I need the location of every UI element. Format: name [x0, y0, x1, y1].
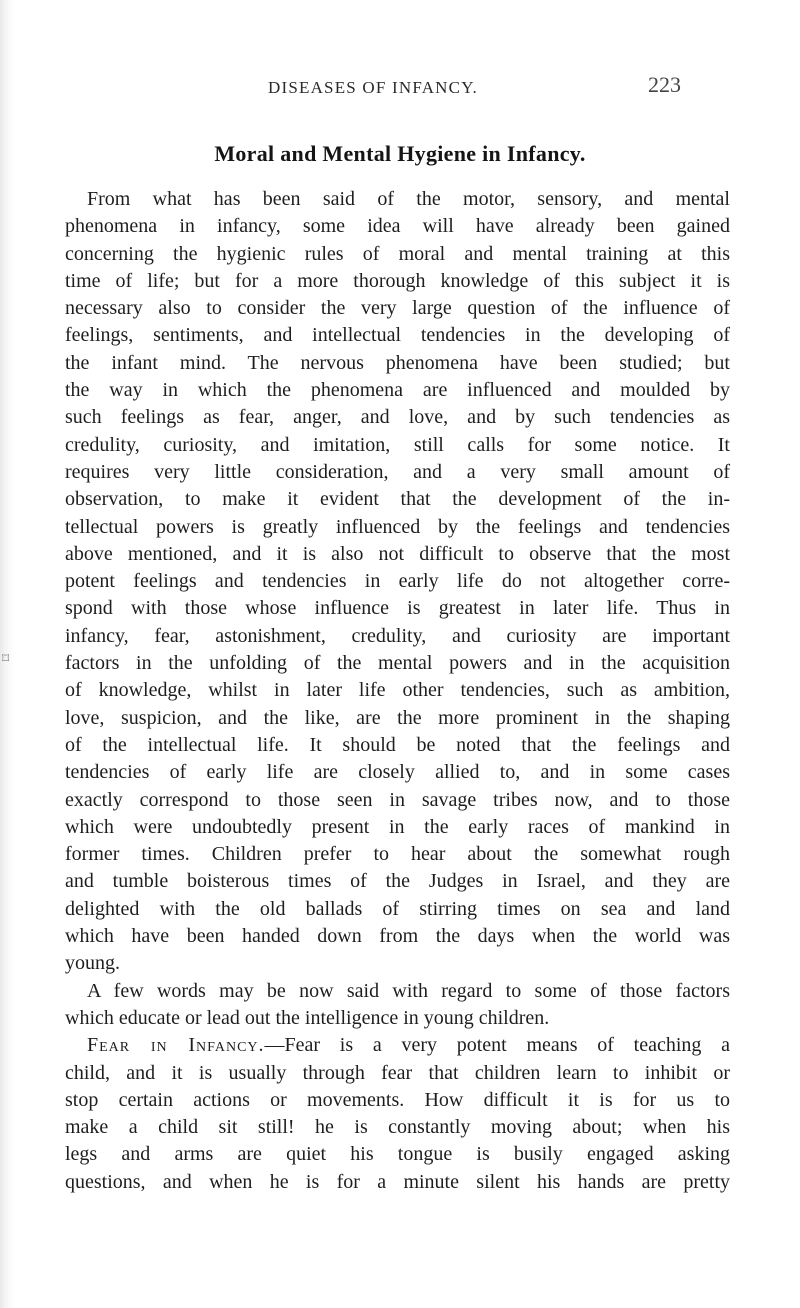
text-line: time of life; but for a more thorough knowledge of this subject it is [65, 269, 730, 292]
text-line: former times. Children prefer to hear about the somewhat rough [65, 843, 730, 866]
text-line: the infant mind. The nervous phenomena have been studied; but [65, 351, 730, 374]
text-line: exactly correspond to those seen in savage tribes now, and to those [65, 788, 730, 811]
text-line: of the intellectual life. It should be noted that the feelings and [65, 733, 730, 756]
text-line: love, suspicion, and the like, are the more prominent in the shaping [65, 706, 730, 729]
text-line: requires very little consideration, and a very small amount of [65, 460, 730, 483]
text-line: phenomena in infancy, some idea will have already been gained [65, 215, 730, 238]
text-line: necessary also to consider the very large question of the influence of [65, 297, 730, 320]
text-line: observation, to make it evident that the development of the in- [65, 488, 730, 511]
section-title: Moral and Mental Hygiene in Infancy. [214, 141, 586, 166]
text-line: legs and arms are quiet his tongue is busily engaged asking [65, 1143, 730, 1166]
body-text [65, 186, 730, 1196]
text-line: of knowledge, whilst in later life other tendencies, such as ambition, [65, 679, 730, 702]
text-line: From what has been said of the motor, sensory, and mental [87, 188, 730, 210]
text-line: infancy, fear, astonishment, credulity, and curiosity are important [65, 624, 730, 647]
text-line [65, 1032, 730, 1059]
text-line: which have been handed down from the days when the world was [65, 925, 730, 948]
text-line: which were undoubtedly present in the early races of mankind in [65, 815, 730, 838]
text-line: tendencies of early life are closely allied to, and in some cases [65, 761, 730, 784]
text-line: spond with those whose influence is greatest in later life. Thus in [65, 597, 730, 620]
text-line: make a child sit still! he is constantly moving about; when his [65, 1116, 730, 1139]
text-line: credulity, curiosity, and imitation, still calls for some notice. It [65, 433, 730, 456]
subsection-heading: Fear in Infancy. [87, 1034, 265, 1057]
text-fragment: —Fear is a very potent means of teaching a [264, 1034, 731, 1057]
text-line: such feelings as fear, anger, and love, and by such tendencies as [65, 406, 730, 429]
text-line: factors in the unfolding of the mental powers and in the acquisition [65, 652, 730, 675]
text-line: young. [65, 952, 120, 975]
text-line: the way in which the phenomena are influenced and moulded by [65, 379, 730, 402]
text-line: A few words may be now said with regard to some of those factors [87, 979, 730, 1002]
text-line: and tumble boisterous times of the Judges in Israel, and they are [65, 870, 730, 893]
text-line: stop certain actions or movements. How difficult it is for us to [65, 1088, 730, 1111]
text-line: above mentioned, and it is also not difficult to observe that the most [65, 542, 730, 565]
text-line: concerning the hygienic rules of moral and mental training at this [65, 242, 730, 265]
text-line: potent feelings and tendencies in early life do not altogether corre- [65, 570, 730, 593]
text-line: delighted with the old ballads of stirring times on sea and land [65, 897, 730, 920]
margin-mark: ⌑ [2, 652, 10, 667]
text-line: tellectual powers is greatly influenced by the feelings and tendencies [65, 515, 730, 538]
page-number: 223 [648, 72, 681, 97]
text-line: questions, and when he is for a minute silent his hands are pretty [65, 1170, 730, 1193]
running-head: DISEASES OF INFANCY. [268, 78, 478, 97]
text-line: feelings, sentiments, and intellectual tendencies in the developing of [65, 324, 730, 347]
text-line: child, and it is usually through fear that children learn to inhibit or [65, 1061, 730, 1084]
text-line: which educate or lead out the intelligence in young children. [65, 1006, 550, 1029]
